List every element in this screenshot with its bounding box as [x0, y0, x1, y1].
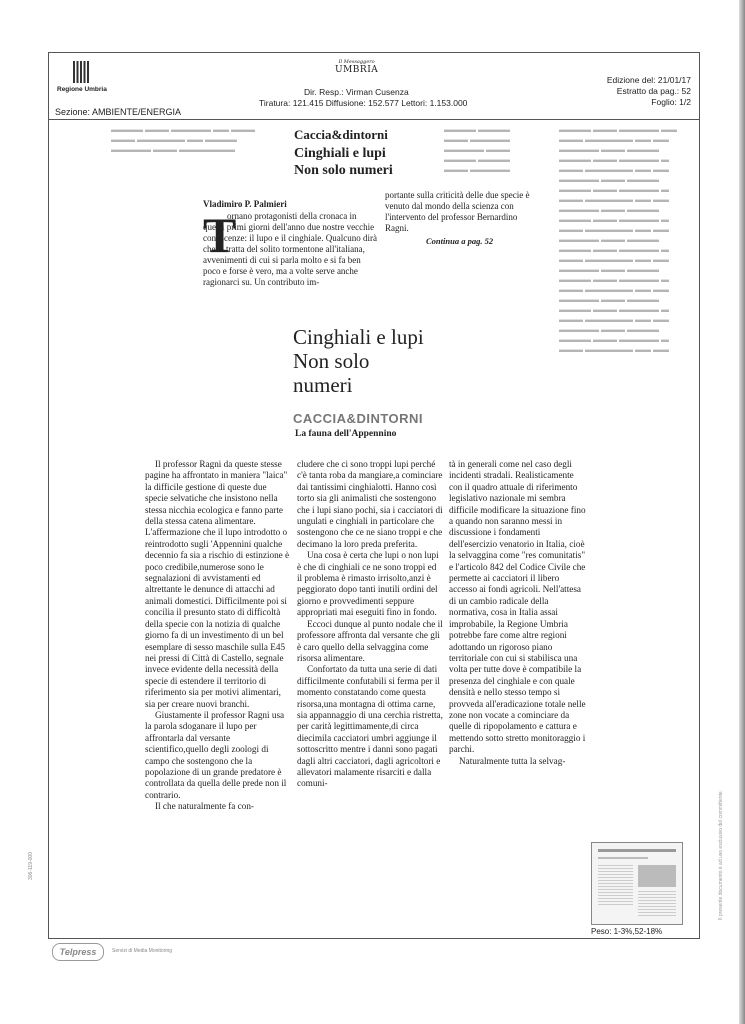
page-thumbnail — [591, 842, 683, 925]
circulation-line: Tiratura: 121.415 Diffusione: 152.577 Lettori: 1.153.000 — [259, 98, 468, 108]
byline: Vladimiro P. Palmieri — [203, 199, 287, 209]
sheet-number: Foglio: 1/2 — [651, 97, 691, 107]
telpress-logo: Telpress — [52, 943, 104, 961]
front-title-line: Non solo numeri — [294, 163, 393, 178]
paragraph: Il che naturalmente fa con- — [155, 801, 254, 812]
article-column-1 — [145, 459, 291, 813]
clipping-page — [48, 52, 700, 939]
dropcap: T — [203, 207, 237, 263]
scan-edge — [739, 0, 745, 1024]
front-kicker: Caccia&dintorni — [294, 127, 388, 142]
article-subtitle: La fauna dell'Appennino — [295, 429, 397, 439]
intro-continuation: portante sulla criticità delle due specie è venuto dal mondo della scienza con l'intervento del professor Bernardino Ragni. — [385, 190, 530, 233]
front-title-line: Cinghiali e lupi — [294, 146, 386, 161]
article-title — [293, 325, 424, 397]
region-logo-icon — [73, 61, 89, 83]
paragraph: cludere che ci sono troppi lupi perché c'è tanta roba da mangiare,a cominciare dai tantissimi cinghialotti. Hanno così torto sia gli animalisti che sostengono che i lupi siano pochi, sia i cacciatori di ungulati e cinghiali in particolare che sostengono che ce ne siano troppi e che decimano la loro preda preferita. — [297, 459, 443, 549]
paragraph: Giustamente il professor Ragni usa la parola sdoganare il lupo per affrontarla dal versante scientifico,quello degli zoologi di campo che sostengono che la popolazione di un grande predatore è controllata da quella delle prede non il contrario. — [145, 709, 287, 800]
director-line: Dir. Resp.: Virman Cusenza — [304, 87, 409, 97]
article-title-line: Non solo — [293, 349, 370, 373]
front-title — [294, 145, 393, 179]
article-title-line: numeri — [293, 373, 353, 397]
side-code: 306-119-000 — [28, 852, 34, 880]
region-name: Regione Umbria — [57, 86, 107, 93]
article-column-2 — [297, 459, 443, 790]
article-title-line: Cinghiali e lupi — [293, 325, 424, 349]
article-kicker: CACCIA&DINTORNI — [293, 411, 424, 426]
side-note: Il presente documento è ad uso esclusivo del committente. — [718, 789, 724, 920]
continued-reference: Continua a pag. 52 — [426, 236, 494, 246]
paragraph: Naturalmente tutta la selvag- — [459, 755, 566, 766]
service-label: Servizi di Media Monitoring — [112, 948, 173, 954]
bleed-through-right: ▬▬▬▬ ▬▬▬ ▬▬▬▬▬ ▬▬ ▬▬▬ ▬▬▬▬▬▬ ▬▬ ▬▬ ▬▬▬▬▬ ▬▬▬ ▬▬▬▬ ▬▬▬▬ ▬▬▬ ▬▬▬▬▬ ▬ ▬▬▬ ▬▬▬▬▬▬ ▬▬ ▬▬ ▬▬▬▬▬ ▬▬▬ ▬▬▬▬ ▬▬▬▬ ▬▬▬ ▬▬▬▬▬ ▬ ▬▬▬ ▬▬▬▬▬▬ ▬▬ ▬▬ ▬▬▬▬▬ ▬▬▬ ▬▬▬▬ ▬▬▬▬ ▬▬▬ ▬▬▬▬▬ ▬ ▬▬▬ ▬▬▬▬▬▬ ▬▬ ▬▬ ▬▬▬▬▬ ▬▬▬ ▬▬▬▬ ▬▬▬▬ ▬▬▬ ▬▬▬▬▬ ▬ ▬▬▬ ▬▬▬▬▬▬ ▬▬ ▬▬ ▬▬▬▬▬ ▬▬▬ ▬▬▬▬ ▬▬▬▬ ▬▬▬ ▬▬▬▬▬ ▬ ▬▬▬ ▬▬▬▬▬▬ ▬▬ ▬▬ ▬▬▬▬▬ ▬▬▬ ▬▬▬▬ ▬▬▬▬ ▬▬▬ ▬▬▬▬▬ ▬ ▬▬▬ ▬▬▬▬▬▬ ▬▬ ▬▬ ▬▬▬▬▬ ▬▬▬ ▬▬▬▬ ▬▬▬▬ ▬▬▬ ▬▬▬▬▬ ▬ ▬▬▬ ▬▬▬▬▬▬ ▬▬ ▬▬ — [559, 125, 677, 354]
extract-page: Estratto da pag.: 52 — [616, 86, 691, 96]
masthead-big: UMBRIA — [335, 65, 379, 75]
masthead-small: Il Messaggero — [338, 59, 375, 65]
clipping-header — [49, 53, 699, 120]
paragraph: Confortato da tutta una serie di dati difficilmente confutabili si ferma per il momento constatando come questa risorsa,una montagna di ottima carne, sia appannaggio di una cerchia ristretta, per carità legittimamente,di circa diecimila cacciatori umbri aggiunge il sottoscritto mentre i danni sono pagati dagli altri cacciatori, dagli agricoltori e allevatori malamente risarciti e dalla comuni- — [297, 664, 443, 789]
paragraph: Il professor Ragni da queste stesse pagine ha affrontato in maniera "laica" la difficile gestione di queste due specie selvatiche che insistono nella stessa nicchia ecologica e fanno parte della stessa catena alimentare. L'affermazione che il lupo introdotto o reintrodotto sugli 'Appennini qualche decennio fa sia a rischio di estinzione è poco credibile,numerose sono le segnalazioni di avvistamenti ed altrettante le denunce di attacchi ad animali domestici. Difficilmente poi si concilia il presunto stato di difficoltà della specie con la notizia di qualche giorno fa di un investimento di un bel esemplare di sesso maschile sulla E45 nei pressi di Città di Castello, segnale invece evidente della necessità della specie di estendere il territorio di riferimento sia per motivi alimentari, sia per creare nuovi branchi. — [145, 459, 290, 709]
masthead — [335, 59, 378, 75]
edition-date: Edizione del: 21/01/17 — [606, 75, 691, 85]
edition-info — [607, 75, 691, 108]
bleed-through-mid: ▬▬▬▬ ▬▬▬▬ ▬▬▬ ▬▬▬▬▬ ▬▬▬▬▬ ▬▬▬ ▬▬▬▬ ▬▬▬▬ ▬▬▬ ▬▬▬▬▬ — [444, 125, 510, 174]
intro-text: ornano protagonisti della cronaca in questi primi giorni dell'anno due nostre vecchie conoscenze: il lupo e il cinghiale. Qualcuno dirà che si tratta del solito tormentone all'italiana, avvenimenti di cui si parla molto e si fa ben poco e forse è vero, ma a volte serve anche ragionarci su. Un contributo im- — [203, 211, 377, 287]
weight-label: Peso: 1-3%,52-18% — [591, 927, 663, 936]
paragraph: Eccoci dunque al punto nodale che il professore affronta dal versante che gli è caro quello della selvaggina come risorsa alimentare. — [297, 618, 443, 663]
article-column-3 — [449, 459, 589, 767]
paragraph: Una cosa è certa che lupi o non lupi è che di cinghiali ce ne sono troppi ed il problema è rimasto irrisolto,anzi è peggiorato dopo tanti inutili ordini del giorno e provvedimenti seppure appropriati mai eseguiti fino in fondo. — [297, 550, 439, 618]
paragraph: tà in generali come nel caso degli incidenti stradali. Realisticamente con il quadro attuale di riferimento legislativo nazionale mi sembra difficile modificare la situazione fino a quando non saranno messi in discussione i fondamenti dell'esercizio venatorio in Italia, cioè la selvaggina come "res comunitatis" e l'articolo 842 del Codice Civile che permette ai cacciatori il libero accesso ai fondi agricoli. Nell'attesa di un cambio radicale della normativa, cosa in Italia assai improbabile, la Regione Umbria potrebbe fare come altre regioni adottando un rigoroso piano territoriale con cui si stabilisca una volta per tutte dove è compatibile la presenza del cinghiale e con quale densità e nello stesso tempo si provveda all'eradicazione totale nelle zone non vocate a cominciare da quelle di ripopolamento e cattura e mettendo sotto stretto monitoraggio i parchi. — [449, 459, 586, 755]
section-label: Sezione: AMBIENTE/ENERGIA — [55, 107, 182, 117]
bleed-through-left: ▬▬▬▬ ▬▬▬ ▬▬▬▬▬ ▬▬ ▬▬▬ ▬▬▬ ▬▬▬▬▬▬ ▬▬ ▬▬▬▬ ▬▬▬▬▬ ▬▬▬ ▬▬▬▬▬▬▬ — [111, 125, 255, 154]
